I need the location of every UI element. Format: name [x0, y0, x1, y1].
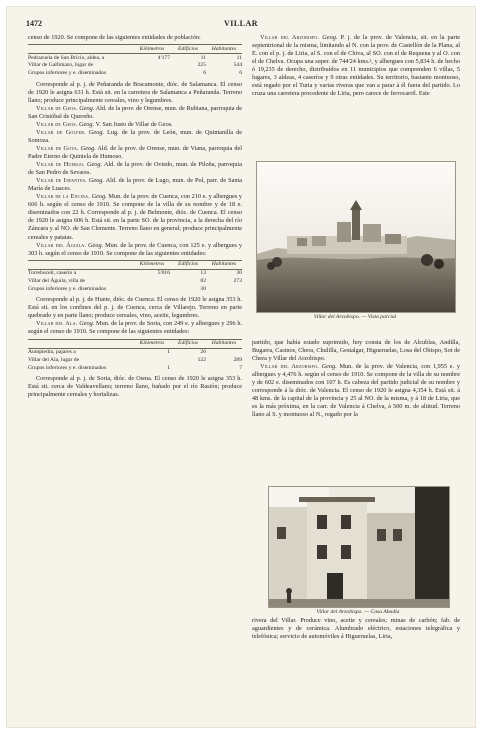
- population-table-2: [28, 260, 242, 294]
- entry-category: Geog.: [88, 177, 104, 185]
- town-panorama-photo: [256, 161, 456, 313]
- entry: [252, 363, 460, 419]
- entry-text: Mun. de la prov. de Cuenca, con 125 e. y albergues y 303 h. según el censo de 1910. Se compone de las siguientes entidades:: [28, 241, 242, 257]
- entry: [28, 242, 242, 258]
- entry-headword: Villar de Geos.: [36, 120, 78, 128]
- photo-caption: Villar del Arzobispo. — Vista parcial: [313, 314, 397, 320]
- entry-headword: Villar de Goya.: [36, 145, 79, 153]
- table-row: Pedrazuela de San Bricio, aldea, a 4'177 11 11: [28, 54, 242, 61]
- paragraph: partido, que había estado suprimido, hoy consta de los de Alcublas, Andilla, Bugarra, Casinos, Chera, Chulilla, Gestalgar, Higueruelas, Losa del Obispo, Sot de Chera y Villar del Arzobispo.: [252, 339, 460, 363]
- col-km: Kilómetros: [134, 339, 170, 348]
- entry-text: V. San Justo de Villar de Geos.: [95, 120, 173, 128]
- col-edificios: Edificios: [170, 339, 206, 348]
- entry: [28, 177, 242, 193]
- table-row: Villar del Águila, villa de 82 273: [28, 277, 242, 284]
- entry: [28, 105, 242, 121]
- table-row: Villar del Ala, lugar de 122 289: [28, 356, 242, 363]
- entry-category: Geog.: [321, 363, 337, 371]
- entry-headword: Villar de Huergo.: [36, 161, 85, 169]
- entry-headword: Villar de la Encina.: [36, 193, 90, 201]
- col-habitantes: Habitantes: [206, 45, 242, 54]
- table-row: Grupos inferiores y e. diseminados 30: [28, 285, 206, 292]
- right-column-bottom: [252, 617, 460, 641]
- right-column-middle: [252, 339, 460, 419]
- table-row: Villar de Gallimazo, lugar de 225 544: [28, 62, 242, 69]
- entry-category: Geog.: [78, 120, 95, 128]
- entry-category: Geog.: [79, 320, 95, 328]
- entry-headword: Villar de Geos.: [36, 104, 78, 112]
- entry-category: Geog.: [88, 128, 105, 136]
- page-header: [26, 19, 456, 31]
- entry-text: Ald. de la prov. de Orense, mun. de Viana, parroquia del Padre Eterno de Quintela de Humoso.: [28, 145, 243, 161]
- entry-category: Geog.: [87, 161, 103, 169]
- col-habitantes: Habitantes: [206, 260, 242, 269]
- table-row: Aumpiedra, pajares a 1 26: [28, 349, 206, 355]
- right-column-top: [252, 34, 460, 98]
- population-table-1: [28, 44, 242, 78]
- population-table-3: [28, 339, 242, 373]
- entry-text: Mun. de la prov. de Soria, con 249 e. y albergues y 296 h. según el censo de 1910. Se compone de las siguientes entidades:: [28, 320, 243, 336]
- entry: [28, 320, 242, 336]
- photo-caption: Villar del Arzobispo. — Casa Abadía: [316, 609, 400, 615]
- entry-text: Ald. de la prov. de Oviedo, mun. de Piloña, parroquia de San Pedro de Sevares.: [28, 161, 243, 177]
- entry: [28, 121, 242, 129]
- entry-text: Mun. de la prov. de Cuenca, con 210 e. y albergues y 666 h. según el censo de 1910. Se compone de la villa de su nombre y de 18 e. diseminados con 22 h. Corresponde al p. j. de Belmonte, dióc. de Cuenca. El censo de 1920 le asigna 606 h. Está sit. en la parte SO. de la provincia, a la derecha del río Záncara y al NO. de San Clemente. Terreno llano en general; produce principalmente cereales y patatas.: [28, 193, 243, 241]
- entry: [28, 193, 242, 241]
- left-column: [28, 34, 242, 399]
- entry-category: Geog.: [91, 193, 107, 201]
- page-number: 1472: [26, 19, 42, 28]
- entry-text: Lug. de la prov. de León, mun. de Quintanilla de Somoza.: [28, 128, 242, 144]
- table-row: Grupos inferiores y e. diseminados 6 6: [28, 70, 242, 77]
- paragraph: rivera del Villar. Produce vino, aceite y cereales; minas de carbón; fab. de aguardientes y de cerámica. Alumbrado eléctrico, estaciones telegráfica y telefónica; servicio de automóviles á Higueruelas, Liria,: [252, 617, 460, 641]
- casa-abadia-photo: [268, 486, 450, 608]
- entry-text: Ald. de la prov. de Orense, mun. de Rubiana, parroquia de San Cristóbal de Quereño.: [28, 104, 243, 120]
- col-km: Kilómetros: [134, 260, 170, 269]
- entry-category: Geog.: [322, 34, 338, 41]
- entry-headword: Villar del Águila.: [36, 241, 87, 249]
- col-edificios: Edificios: [170, 45, 206, 54]
- paragraph: Corresponde al p. j. de Peñaranda de Bracamonte, dióc. de Salamanca. El censo de 1920 le asigna 631 h. Está sit. en la carretera de Salamanca a Peñaranda. Terreno llano; produce principalmente cereales, vino y legumbres.: [28, 80, 242, 104]
- entry: [252, 34, 460, 98]
- entry-text: Ald. de la prov. de Lugo, mun. de Pol, parr. de Santa María de Luaces.: [28, 177, 243, 193]
- entry-text: Mun. de la prov. de Valencia, con 1,955 e. y albergues y 4,476 h. según el censo de 1910. Se compone de la villa de su nombre y de 602 e. diseminados con 107 h. Es cabeza del partido judicial de su nombre y corresponde á la dióc. de Valencia. El censo de 1920 le asigna 4,354 h. Está sit. á 48 kms. de la capital de la provincia y 25 al NO. de la misma, y á 18 de Liria, que es la más próxima, en la carr. de Valencia á Chelva, á 500 m. de altitud. Terreno llano al S. y montuoso al N., regado por la: [252, 363, 460, 419]
- entry-headword: Villar del Arzobispo.: [260, 34, 320, 41]
- paragraph: Corresponde al p. j. de Huete, dióc. de Cuenca. El censo de 1920 le asigna 353 h. Está sit. en los confines del p. j. de Cuenca, cerca de Villarejo. Terreno en parte quebrado y en parte llano; produce cereales, vino, aceite, legumbres.: [28, 296, 242, 320]
- entry: [28, 145, 242, 161]
- entry: [28, 161, 242, 177]
- table-row: Grupos inferiores y e. diseminados 1 7: [28, 364, 242, 371]
- entry-category: Geog.: [88, 241, 104, 249]
- entry-headword: Villar del Ala.: [36, 320, 78, 328]
- col-habitantes: Habitantes: [206, 339, 242, 348]
- entry-category: Geog.: [80, 145, 96, 153]
- page-title: VILLAR: [223, 19, 259, 28]
- entry-category: Geog.: [79, 104, 95, 112]
- encyclopedia-page: [6, 6, 476, 728]
- paragraph: Corresponde al p. j. de Soria, dióc. de Osma. El censo de 1920 le asigna 353 h. Está sit. cerca de Valdeavellano; terreno llano, bañado por el río Rasión; produce principalmente cereales y hortalizas.: [28, 375, 242, 399]
- entry-text: P. j. de la prov. de Valencia, sit. en la parte septentrional de la misma, limitando al N. con la prov. de Castellón de la Plana, al E. con el p. j. de Liria, al S. con el de Chiva, al SO. con el de Requena y al O. con el de Chelva. Ocupa una super. de 744'24 kms.², y albergues con 5,834 h. de hecho ó 19,235 de derecho, distribuídos en 11 municipios que comprenden 6 villas, 5 lugares, 3 aldeas, 4 caseríos y 9 otras entidades. Su territorio, bastante montuoso, está regado por el Turia y varias riveras que van a parar á él fuera del partido. Lo cruza una carretera procedente de Liria, pero carece de ferrocarril. Este: [252, 34, 461, 98]
- table-row: Torrebuceit, caserío a 5'016 13 30: [28, 270, 242, 277]
- entry-headword: Villar de Golfer.: [36, 128, 86, 136]
- entry-headword: Villar del Arzobispo.: [260, 363, 319, 371]
- entry: [28, 129, 242, 145]
- col-edificios: Edificios: [170, 260, 206, 269]
- col-km: Kilómetros: [134, 45, 170, 54]
- entry-headword: Villar de Infantes.: [36, 177, 87, 185]
- intro-paragraph: censo de 1920. Se compone de las siguientes entidades de población:: [28, 34, 201, 41]
